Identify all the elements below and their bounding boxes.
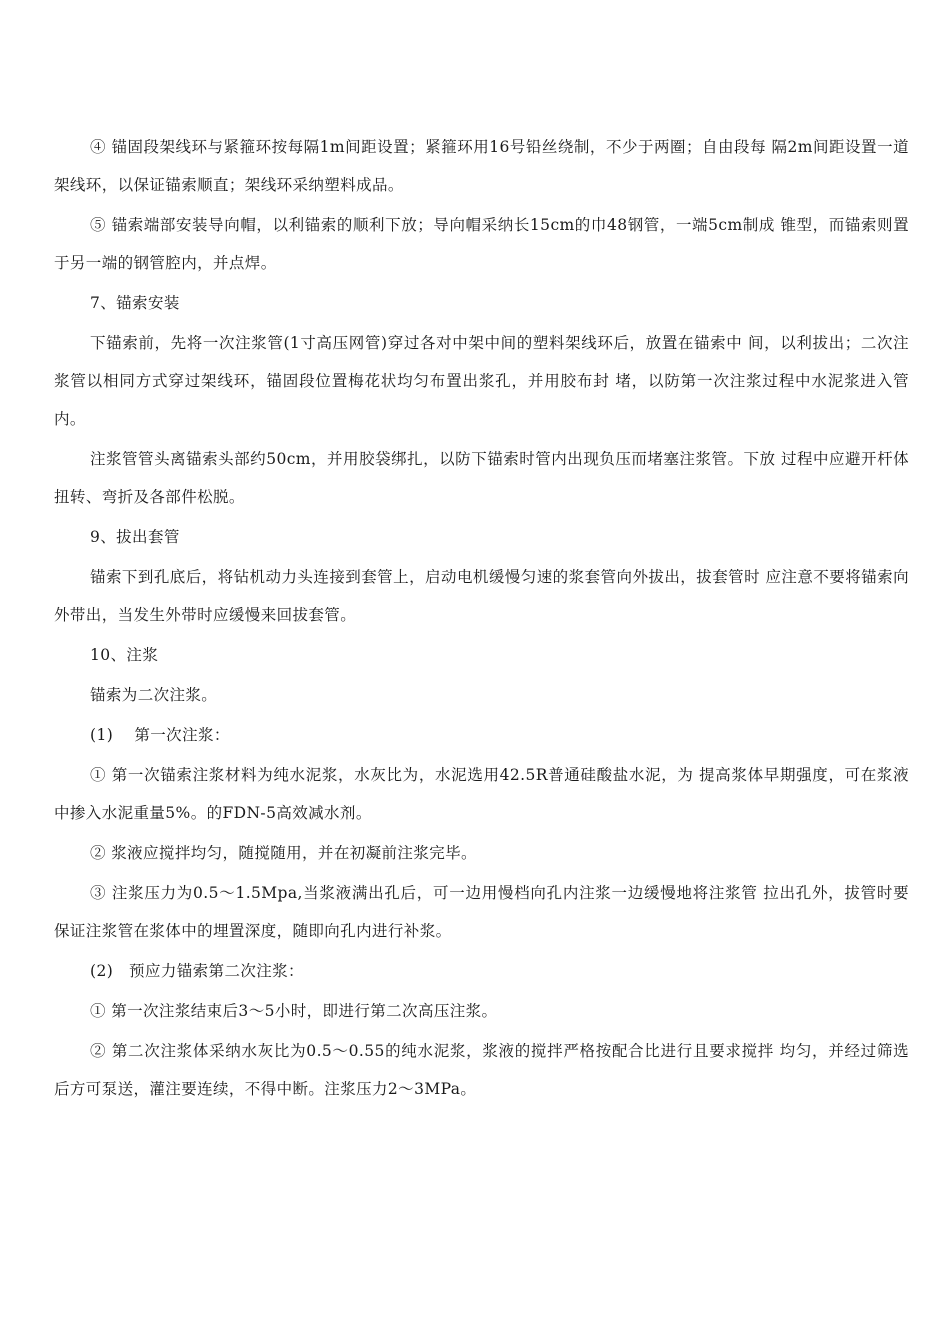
document-body [54,128,909,1110]
paragraph-anchor-rings: ④ 锚固段架线环与紧箍环按每隔1m间距设置；紧箍环用16号铅丝绕制，不少于两圈；自由段每 隔2m间距设置一道架线环，以保证锚索顺直；架线环采纳塑料成品。 [54,138,909,194]
paragraph-mix-evenly: ② 浆液应搅拌均匀，随搅随用，并在初凝前注浆完毕。 [90,844,477,862]
paragraph-grout-pressure: ③ 注浆压力为0.5〜1.5Mpa,当浆液满出孔后，可一边用慢档向孔内注浆一边缓慢地将注浆管 拉出孔外，拔管时要保证注浆管在浆体中的埋置深度，随即向孔内进行补浆。 [54,884,909,940]
paragraph-grout-pipe-head: 注浆管管头离锚索头部约50cm，并用胶袋绑扎，以防下锚索时管内出现负压而堵塞注浆管。下放 过程中应避开杆体扭转、弯折及各部件松脱。 [54,450,909,506]
subheading-first-grouting: (1) 第一次注浆： [90,726,230,744]
paragraph-pull-casing: 锚索下到孔底后，将钻机动力头连接到套管上，启动电机缓慢匀速的浆套管向外拔出，拔套管时 应注意不要将锚索向外带出，当发生外带时应缓慢来回拔套管。 [54,568,909,624]
paragraph-two-stage-grouting: 锚索为二次注浆。 [90,686,218,704]
paragraph-second-grout-material: ② 第二次注浆体采纳水灰比为0.5〜0.55的纯水泥浆，浆液的搅拌严格按配合比进行且要求搅拌 均匀，并经过筛选后方可泵送，灌注要连续，不得中断。注浆压力2〜3MPa。 [54,1042,909,1098]
paragraph-second-grout-timing: ① 第一次注浆结束后3〜5小时，即进行第二次高压注浆。 [90,1002,498,1020]
section-heading-pull-casing: 9、拔出套管 [90,528,180,546]
subheading-second-grouting: (2) 预应力锚索第二次注浆： [90,962,304,980]
paragraph-guide-cap: ⑤ 锚索端部安装导向帽，以利锚索的顺利下放；导向帽采纳长15cm的巾48钢管，一端5cm制成 锥型，而锚索则置于另一端的钢管腔内，并点焊。 [54,216,909,272]
paragraph-grout-pipe-placement: 下锚索前，先将一次注浆管(1寸高压网管)穿过各对中架中间的塑料架线环后，放置在锚索中 间，以利拔出；二次注浆管以相同方式穿过架线环，锚固段位置梅花状均匀布置出浆孔，并用胶布封 堵，以防第一次注浆过程中水泥浆进入管内。 [54,334,909,428]
section-heading-grouting: 10、注浆 [90,646,159,664]
section-heading-anchor-install: 7、锚索安装 [90,294,180,312]
paragraph-first-grout-material: ① 第一次锚索注浆材料为纯水泥浆，水灰比为，水泥选用42.5R普通硅酸盐水泥，为 提高浆体早期强度，可在浆液中掺入水泥重量5%。的FDN-5高效减水剂。 [54,766,909,822]
